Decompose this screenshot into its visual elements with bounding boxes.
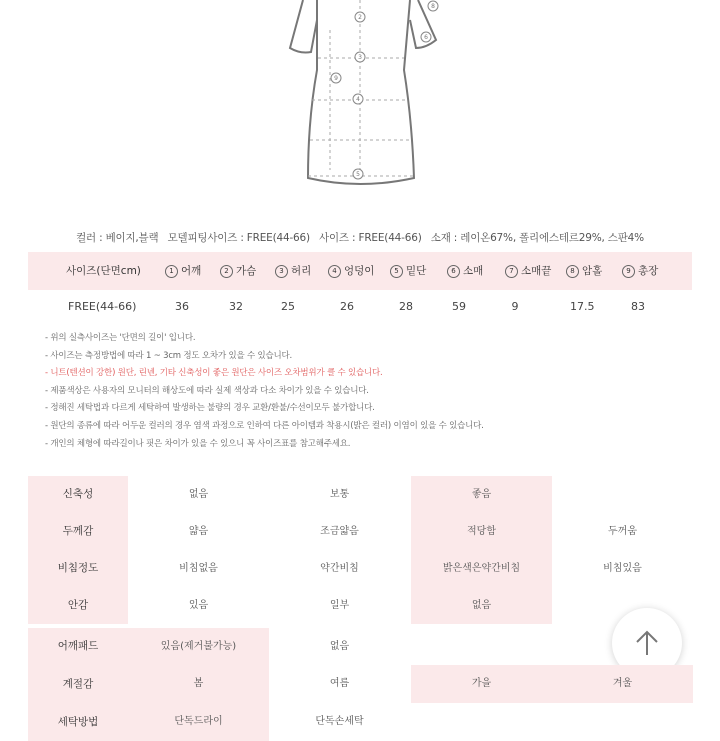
size-header-소매끝 xyxy=(505,252,551,290)
property-option: 일부 xyxy=(329,600,350,611)
measure-number-badge: 8 xyxy=(566,265,579,278)
property-option: 없음 xyxy=(411,587,552,624)
property-option: 봄 xyxy=(128,665,269,703)
size-value-소매: 59 xyxy=(452,300,466,313)
size-value-어깨: 36 xyxy=(175,300,189,313)
measure-number-badge: 9 xyxy=(622,265,635,278)
property-option: 단독손세탁 xyxy=(315,716,364,727)
measure-label: 어깨 xyxy=(181,265,202,277)
size-row-label: FREE(44-66) xyxy=(68,300,137,313)
size-header-엉덩이 xyxy=(328,252,374,290)
svg-text:9: 9 xyxy=(334,75,338,82)
svg-text:2: 2 xyxy=(358,14,362,21)
property-label: 두께감 xyxy=(28,513,128,550)
measure-label: 소매끝 xyxy=(521,265,552,277)
svg-text:8: 8 xyxy=(431,3,435,10)
property-option: 가을 xyxy=(411,665,552,703)
size-header-label: 사이즈(단면cm) xyxy=(66,265,141,277)
property-option: 있음(제거불가능) xyxy=(128,628,269,665)
svg-text:5: 5 xyxy=(356,171,360,178)
product-info-line xyxy=(0,230,720,245)
material-info: 소재 : 레이온67%, 폴리에스테르29%, 스판4% xyxy=(430,232,644,244)
property-option: 보통 xyxy=(329,489,350,500)
size-header-어깨 xyxy=(165,252,201,290)
property-option: 두꺼움 xyxy=(608,526,637,537)
property-option: 있음 xyxy=(188,600,209,611)
size-table-header xyxy=(28,252,692,290)
garment-size-illustration xyxy=(0,0,720,215)
note-line: - 니트(텐션이 강한) 원단, 린넨, 기타 신축성이 좋은 원단은 사이즈 오차범위가 클 수 있습니다. xyxy=(45,368,383,379)
property-label: 계절감 xyxy=(28,665,128,703)
size-header-밑단 xyxy=(390,252,426,290)
note-line: - 위의 실측사이즈는 '단면의 길이' 입니다. xyxy=(45,333,196,343)
note-line: - 원단의 종류에 따라 어두운 컬러의 경우 염색 과정으로 인하여 다른 아이템과 착용시(밝은 컬러) 이염이 있을 수 있습니다. xyxy=(45,420,484,431)
property-option: 단독드라이 xyxy=(128,703,269,741)
property-option: 여름 xyxy=(329,678,350,689)
property-option xyxy=(552,587,693,624)
property-label: 어깨패드 xyxy=(28,628,128,665)
property-option: 적당함 xyxy=(411,513,552,550)
size-value-엉덩이: 26 xyxy=(340,300,354,313)
size-value-암홀: 17.5 xyxy=(570,300,595,313)
measure-label: 가슴 xyxy=(236,265,257,277)
color-info: 컬러 : 베이지,블랙 xyxy=(76,232,159,244)
measure-number-badge: 6 xyxy=(447,265,460,278)
measure-label: 암홀 xyxy=(582,265,603,277)
size-header-허리 xyxy=(275,252,311,290)
property-option xyxy=(411,703,552,741)
property-option: 비침있음 xyxy=(603,563,642,574)
size-header-소매 xyxy=(447,252,483,290)
measure-number-badge: 3 xyxy=(275,265,288,278)
measure-label: 소매 xyxy=(463,265,484,277)
property-label: 비침정도 xyxy=(28,550,128,587)
size-value-총장: 83 xyxy=(631,300,645,313)
measure-number-badge: 2 xyxy=(220,265,233,278)
property-label: 신축성 xyxy=(28,476,128,513)
note-line: - 정해진 세탁법과 다르게 세탁하여 발생하는 불량의 경우 교환/환불/수선이모두 불가합니다. xyxy=(45,403,375,414)
size-header-총장 xyxy=(622,252,658,290)
size-header-가슴 xyxy=(220,252,256,290)
size-value-소매끝: 9 xyxy=(511,300,519,313)
property-option: 비침없음 xyxy=(179,563,218,574)
measure-number-badge: 1 xyxy=(165,265,178,278)
measure-number-badge: 4 xyxy=(328,265,341,278)
property-option: 좋음 xyxy=(411,476,552,513)
property-label: 세탁방법 xyxy=(28,703,128,741)
fitting-size-info: 모델피팅사이즈 : FREE(44-66) xyxy=(167,232,310,244)
property-option: 얇음 xyxy=(188,526,209,537)
measure-label: 밑단 xyxy=(406,265,427,277)
measure-label: 총장 xyxy=(638,265,659,277)
svg-text:3: 3 xyxy=(358,54,362,61)
note-line: - 사이즈는 측정방법에 따라 1 ~ 3cm 정도 오차가 있을 수 있습니다. xyxy=(45,350,293,361)
svg-text:4: 4 xyxy=(356,96,360,103)
note-line: - 개인의 체형에 따라길이나 핏은 차이가 있을 수 있으니 꼭 사이즈표를 참고해주세요. xyxy=(45,438,351,449)
note-line: - 제품색상은 사용자의 모니터의 해상도에 따라 실제 색상과 다소 차이가 있을 수 있습니다. xyxy=(45,385,369,396)
size-value-허리: 25 xyxy=(281,300,295,313)
property-option xyxy=(552,476,693,513)
property-option: 약간비침 xyxy=(320,563,359,574)
property-option: 조금얇음 xyxy=(320,526,359,537)
property-option xyxy=(552,703,693,741)
measure-label: 허리 xyxy=(291,265,312,277)
size-value-밑단: 28 xyxy=(399,300,413,313)
svg-text:6: 6 xyxy=(424,34,428,41)
size-header-암홀 xyxy=(566,252,602,290)
measure-number-badge: 5 xyxy=(390,265,403,278)
property-option xyxy=(411,628,552,665)
property-option: 겨울 xyxy=(552,665,693,703)
measure-number-badge: 7 xyxy=(505,265,518,278)
size-notes xyxy=(45,330,685,453)
size-value-가슴: 32 xyxy=(229,300,243,313)
size-info: 사이즈 : FREE(44-66) xyxy=(319,232,422,244)
property-option xyxy=(552,628,693,665)
property-option: 밝은색은약간비침 xyxy=(411,550,552,587)
property-option: 없음 xyxy=(329,641,350,652)
measure-label: 엉덩이 xyxy=(344,265,375,277)
property-label: 안감 xyxy=(28,587,128,624)
property-option: 없음 xyxy=(188,489,209,500)
